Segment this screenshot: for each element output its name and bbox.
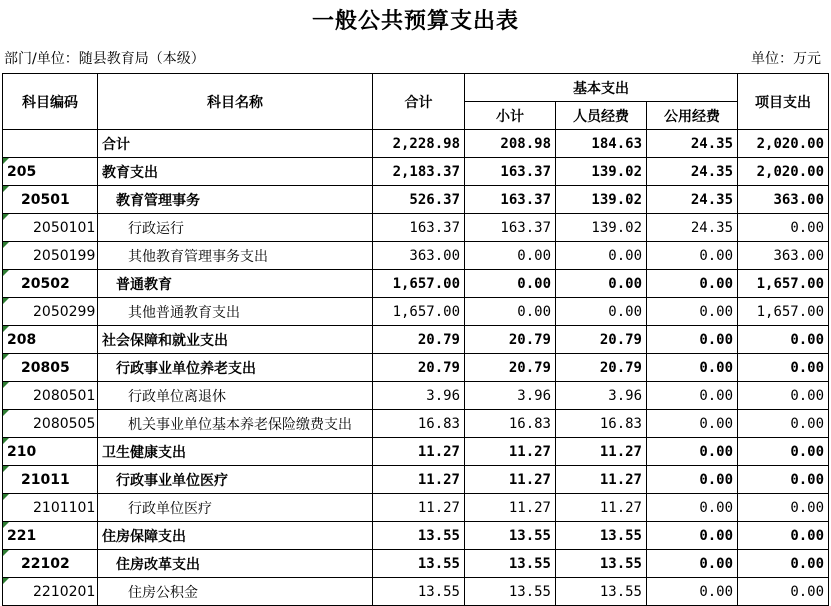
cell-name: 普通教育 [98, 270, 373, 298]
table-row [3, 130, 829, 158]
cell-subtotal: 0.00 [465, 298, 556, 326]
page-title: 一般公共预算支出表 [311, 8, 519, 34]
cell-code: 21011 [3, 466, 98, 494]
cell-project: 0.00 [738, 382, 829, 410]
cell-personnel: 13.55 [556, 578, 647, 606]
cell-code: 210 [3, 438, 98, 466]
cell-project: 0.00 [738, 438, 829, 466]
table-row [3, 382, 829, 410]
cell-name: 行政单位医疗 [98, 494, 373, 522]
cell-personnel: 20.79 [556, 354, 647, 382]
cell-subtotal: 163.37 [465, 158, 556, 186]
cell-subtotal: 208.98 [465, 130, 556, 158]
cell-public: 0.00 [647, 354, 738, 382]
cell-project: 0.00 [738, 578, 829, 606]
cell-total: 3.96 [373, 382, 465, 410]
cell-name: 住房公积金 [98, 578, 373, 606]
cell-public: 24.35 [647, 158, 738, 186]
cell-name: 卫生健康支出 [98, 438, 373, 466]
cell-project: 0.00 [738, 494, 829, 522]
cell-personnel: 11.27 [556, 494, 647, 522]
cell-total: 2,183.37 [373, 158, 465, 186]
cell-project: 0.00 [738, 550, 829, 578]
cell-public: 0.00 [647, 326, 738, 354]
budget-table [2, 73, 829, 606]
cell-personnel: 0.00 [556, 242, 647, 270]
cell-code: 2080501 [3, 382, 98, 410]
cell-code: 2101101 [3, 494, 98, 522]
cell-project: 1,657.00 [738, 270, 829, 298]
table-row [3, 550, 829, 578]
cell-subtotal: 13.55 [465, 550, 556, 578]
header-total: 合计 [373, 74, 465, 130]
cell-project: 363.00 [738, 242, 829, 270]
cell-subtotal: 16.83 [465, 410, 556, 438]
cell-project: 1,657.00 [738, 298, 829, 326]
cell-personnel: 11.27 [556, 438, 647, 466]
header-name: 科目名称 [98, 74, 373, 130]
unit-label: 单位：万元 [751, 51, 821, 67]
cell-subtotal: 20.79 [465, 326, 556, 354]
cell-subtotal: 11.27 [465, 494, 556, 522]
cell-project: 363.00 [738, 186, 829, 214]
cell-project: 0.00 [738, 354, 829, 382]
table-row [3, 494, 829, 522]
cell-personnel: 139.02 [556, 158, 647, 186]
cell-code: 22102 [3, 550, 98, 578]
cell-public: 0.00 [647, 550, 738, 578]
table-row [3, 158, 829, 186]
cell-total: 163.37 [373, 214, 465, 242]
cell-total: 11.27 [373, 494, 465, 522]
header-public: 公用经费 [647, 102, 738, 130]
cell-code: 2210201 [3, 578, 98, 606]
cell-personnel: 139.02 [556, 214, 647, 242]
cell-name: 其他教育管理事务支出 [98, 242, 373, 270]
cell-personnel: 0.00 [556, 298, 647, 326]
cell-personnel: 20.79 [556, 326, 647, 354]
cell-project: 0.00 [738, 522, 829, 550]
cell-project: 0.00 [738, 466, 829, 494]
cell-personnel: 0.00 [556, 270, 647, 298]
cell-code: 20805 [3, 354, 98, 382]
cell-name: 其他普通教育支出 [98, 298, 373, 326]
cell-public: 0.00 [647, 438, 738, 466]
table-row [3, 186, 829, 214]
cell-public: 0.00 [647, 494, 738, 522]
header-basic: 基本支出 [465, 74, 738, 102]
table-row [3, 410, 829, 438]
cell-code: 221 [3, 522, 98, 550]
cell-name: 行政事业单位医疗 [98, 466, 373, 494]
cell-subtotal: 13.55 [465, 578, 556, 606]
cell-total: 20.79 [373, 326, 465, 354]
cell-total: 16.83 [373, 410, 465, 438]
cell-subtotal: 11.27 [465, 466, 556, 494]
cell-public: 24.35 [647, 186, 738, 214]
cell-total: 363.00 [373, 242, 465, 270]
cell-project: 0.00 [738, 326, 829, 354]
cell-total: 11.27 [373, 466, 465, 494]
cell-total: 13.55 [373, 550, 465, 578]
cell-project: 0.00 [738, 214, 829, 242]
header-code: 科目编码 [3, 74, 98, 130]
table-row [3, 242, 829, 270]
table-row [3, 354, 829, 382]
cell-project: 0.00 [738, 410, 829, 438]
cell-subtotal: 0.00 [465, 270, 556, 298]
cell-public: 0.00 [647, 466, 738, 494]
header-project: 项目支出 [738, 74, 829, 130]
cell-personnel: 16.83 [556, 410, 647, 438]
table-row [3, 270, 829, 298]
table-body [3, 130, 829, 606]
table-row [3, 522, 829, 550]
cell-subtotal: 163.37 [465, 214, 556, 242]
cell-subtotal: 13.55 [465, 522, 556, 550]
cell-total: 2,228.98 [373, 130, 465, 158]
cell-public: 0.00 [647, 410, 738, 438]
cell-personnel: 184.63 [556, 130, 647, 158]
cell-name: 行政事业单位养老支出 [98, 354, 373, 382]
cell-personnel: 11.27 [556, 466, 647, 494]
cell-code: 208 [3, 326, 98, 354]
cell-name: 住房改革支出 [98, 550, 373, 578]
cell-name: 教育支出 [98, 158, 373, 186]
cell-total: 13.55 [373, 522, 465, 550]
cell-code: 2050299 [3, 298, 98, 326]
cell-public: 0.00 [647, 382, 738, 410]
cell-total: 11.27 [373, 438, 465, 466]
cell-public: 0.00 [647, 242, 738, 270]
cell-name: 教育管理事务 [98, 186, 373, 214]
cell-name: 合计 [98, 130, 373, 158]
cell-personnel: 13.55 [556, 522, 647, 550]
cell-public: 0.00 [647, 298, 738, 326]
cell-subtotal: 11.27 [465, 438, 556, 466]
cell-code: 2080505 [3, 410, 98, 438]
department-label: 部门/单位：随县教育局（本级） [4, 51, 205, 67]
cell-public: 24.35 [647, 214, 738, 242]
cell-total: 1,657.00 [373, 298, 465, 326]
table-row [3, 466, 829, 494]
cell-public: 24.35 [647, 130, 738, 158]
table-row [3, 438, 829, 466]
cell-code: 20501 [3, 186, 98, 214]
cell-personnel: 3.96 [556, 382, 647, 410]
cell-total: 526.37 [373, 186, 465, 214]
cell-subtotal: 0.00 [465, 242, 556, 270]
cell-code: 20502 [3, 270, 98, 298]
cell-public: 0.00 [647, 578, 738, 606]
header-personnel: 人员经费 [556, 102, 647, 130]
cell-project: 2,020.00 [738, 130, 829, 158]
table-row [3, 214, 829, 242]
cell-name: 住房保障支出 [98, 522, 373, 550]
cell-code [3, 130, 98, 158]
cell-name: 社会保障和就业支出 [98, 326, 373, 354]
cell-public: 0.00 [647, 270, 738, 298]
table-row [3, 326, 829, 354]
cell-public: 0.00 [647, 522, 738, 550]
cell-total: 1,657.00 [373, 270, 465, 298]
table-row [3, 578, 829, 606]
cell-total: 13.55 [373, 578, 465, 606]
cell-personnel: 139.02 [556, 186, 647, 214]
cell-project: 2,020.00 [738, 158, 829, 186]
cell-personnel: 13.55 [556, 550, 647, 578]
cell-subtotal: 163.37 [465, 186, 556, 214]
cell-name: 机关事业单位基本养老保险缴费支出 [98, 410, 373, 438]
cell-code: 205 [3, 158, 98, 186]
cell-total: 20.79 [373, 354, 465, 382]
cell-name: 行政运行 [98, 214, 373, 242]
cell-code: 2050199 [3, 242, 98, 270]
cell-name: 行政单位离退休 [98, 382, 373, 410]
table-row [3, 298, 829, 326]
cell-subtotal: 20.79 [465, 354, 556, 382]
cell-subtotal: 3.96 [465, 382, 556, 410]
header-subtotal: 小计 [465, 102, 556, 130]
cell-code: 2050101 [3, 214, 98, 242]
